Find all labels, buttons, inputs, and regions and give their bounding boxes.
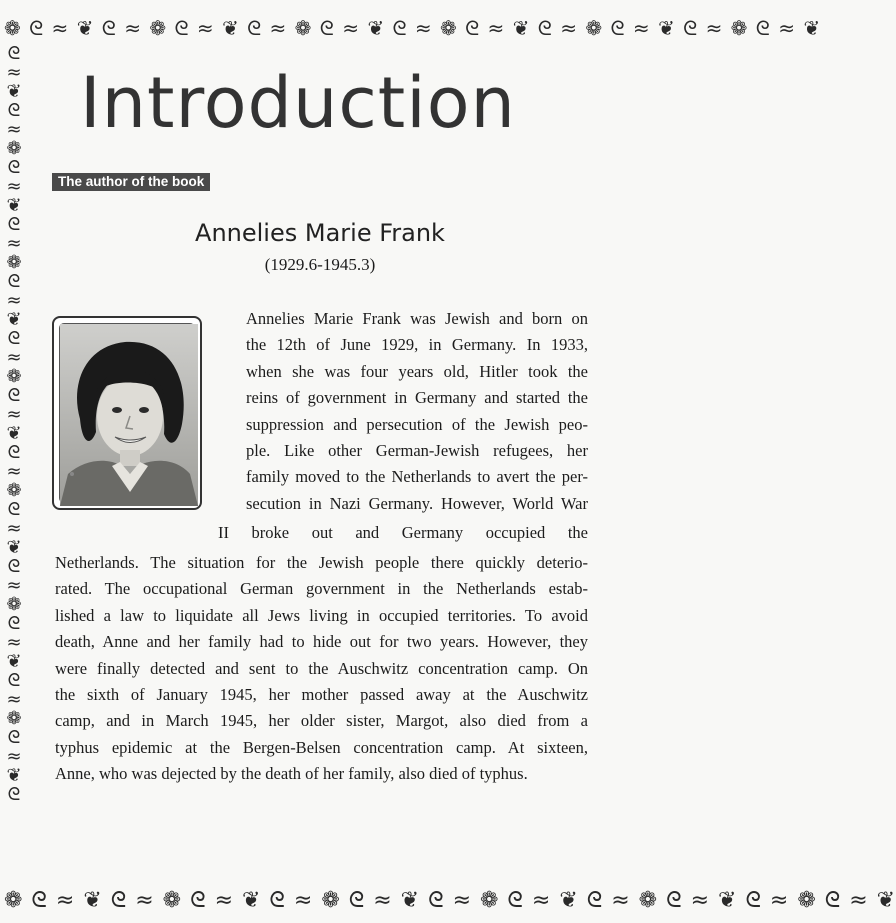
page-title: Introduction bbox=[80, 62, 516, 144]
text-line: lished a law to liquidate all Jews living in occupied territories. To avoid bbox=[55, 605, 588, 625]
portrait-photo-icon bbox=[60, 324, 198, 506]
text-line: camp, and in March 1945, her older sister, Margot, also died from a bbox=[55, 711, 588, 731]
ornamental-border-top: ❁ ᘓ ≈ ❦ ᘓ ≈ ❁ ᘓ ≈ ❦ ᘓ ≈ ❁ ᘓ ≈ ❦ ᘓ ≈ ❁ ᘓ ≈ ❦ ᘓ ≈ ❁ ᘓ ≈ ❦ ᘓ ≈ ❁ ᘓ ≈ ❦ bbox=[4, 16, 822, 40]
text-line: Netherlands. The situation for the Jewish people there quickly deterio- bbox=[55, 553, 588, 572]
text-line: the sixth of January 1945, her mother passed away at the Auschwitz bbox=[55, 685, 588, 705]
section-label: The author of the book bbox=[52, 173, 210, 191]
text-line: ple. Like other German-Jewish refugees, her bbox=[246, 441, 588, 461]
text-line: secution in Nazi Germany. However, World War bbox=[246, 493, 588, 513]
text-line: typhus epidemic at the Bergen-Belsen concentration camp. At sixteen, bbox=[55, 737, 588, 757]
text-line: when she was four years old, Hitler took the bbox=[246, 361, 588, 381]
text-line: death, Anne and her family had to hide out for two years. However, they bbox=[55, 632, 588, 652]
text-line: suppression and persecution of the Jewish peo- bbox=[246, 414, 588, 434]
biography-paragraph-bottom bbox=[55, 550, 588, 788]
author-name: Annelies Marie Frank bbox=[195, 219, 445, 247]
text-line: the 12th of June 1929, in Germany. In 1933, bbox=[246, 335, 588, 355]
text-line: rated. The occupational German government in the Netherlands estab- bbox=[55, 579, 588, 599]
text-line: reins of government in Germany and started the bbox=[246, 388, 588, 408]
ornamental-border-bottom: ❁ ᘓ ≈ ❦ ᘓ ≈ ❁ ᘓ ≈ ❦ ᘓ ≈ ❁ ᘓ ≈ ❦ ᘓ ≈ ❁ ᘓ ≈ ❦ ᘓ ≈ ❁ ᘓ ≈ ❦ ᘓ ≈ ❁ ᘓ ≈ ❦ bbox=[4, 888, 896, 913]
author-dates: (1929.6-1945.3) bbox=[264, 255, 376, 274]
text-line: II broke out and Germany occupied the bbox=[218, 523, 588, 542]
text-line: were finally detected and sent to the Auschwitz concentration camp. On bbox=[55, 658, 588, 678]
text-line: Anne, who was dejected by the death of her family, also died of typhus. bbox=[55, 764, 528, 784]
portrait-photo bbox=[52, 316, 202, 510]
biography-paragraph-top bbox=[228, 306, 588, 517]
biography-transition-line bbox=[218, 520, 588, 546]
text-line: Annelies Marie Frank was Jewish and born on bbox=[246, 309, 588, 328]
text-line: family moved to the Netherlands to avert the per- bbox=[246, 467, 588, 487]
ornamental-border-left: ᘓ ≈ ❦ ᘓ ≈ ❁ ᘓ ≈ ❦ ᘓ ≈ ❁ ᘓ ≈ ❦ ᘓ ≈ ❁ ᘓ ≈ ❦ ᘓ ≈ ❁ ᘓ ≈ ❦ ᘓ ≈ ❁ ᘓ ≈ ❦ ᘓ ≈ ❁ ᘓ ≈ ❦ ᘓ bbox=[6, 43, 22, 805]
